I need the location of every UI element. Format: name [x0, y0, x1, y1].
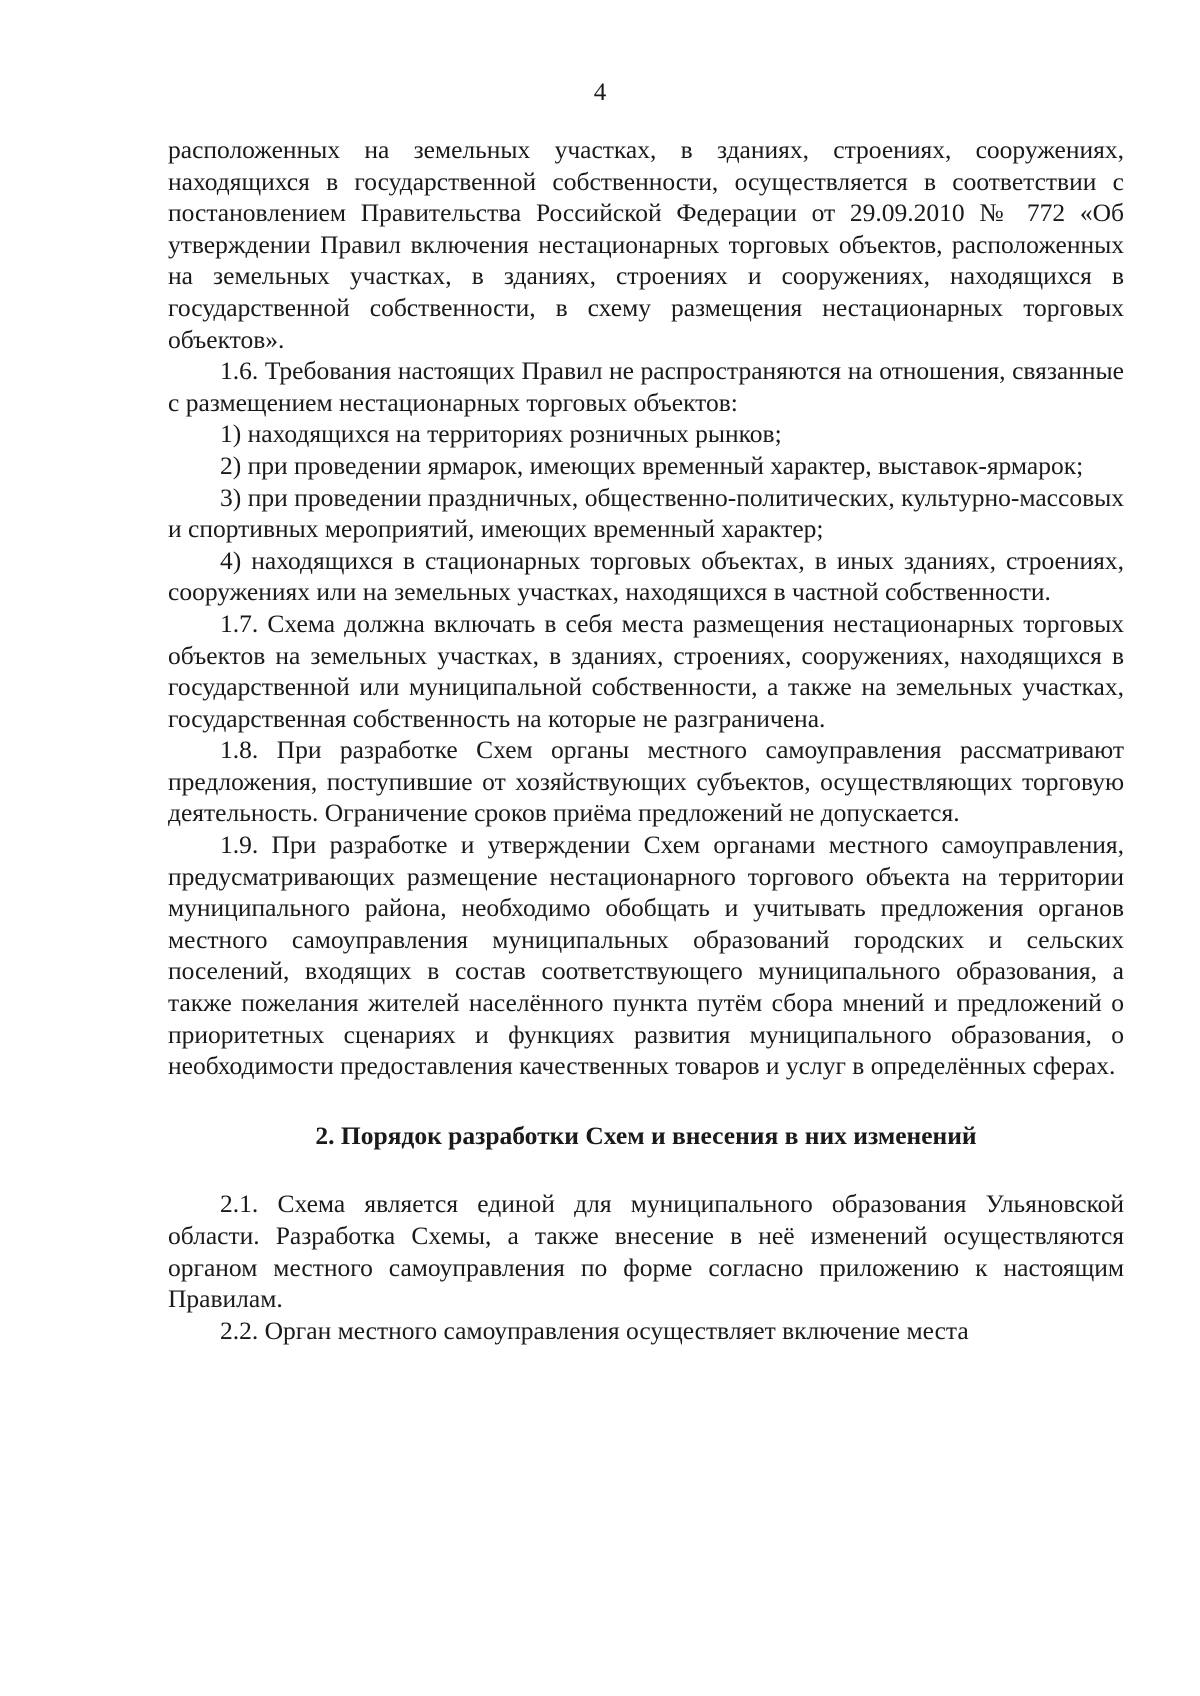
list-item-2: 2) при проведении ярмарок, имеющих временный характер, выставок-ярмарок; [220, 450, 1084, 480]
list-item-4: 4) находящихся в стационарных торговых объектах, в иных зданиях, строениях, сооружениях или на земельных участках, находящихся в частной собственности. [168, 545, 1124, 607]
section-heading: 2. Порядок разработки Схем и внесения в них изменений [315, 1120, 977, 1150]
paragraph-1-8: 1.8. При разработке Схем органы местного самоуправления рассматривают предложения, поступившие от хозяйствующих субъектов, осуществляющих торговую деятельность. Ограничение сроков приёма предложений не допускается. [168, 735, 1124, 828]
document-body [168, 134, 1124, 1346]
paragraph-1-7: 1.7. Схема должна включать в себя места размещения нестационарных торговых объектов на земельных участках, в зданиях, строениях, сооружениях, находящихся в государственной или муниципальной собственности, а также на земельных участках, государственная собственность на которые не разграничена. [168, 608, 1124, 733]
paragraph-1-6: 1.6. Требования настоящих Правил не распространяются на отношения, связанные с размещением нестационарных торговых объектов: [168, 356, 1124, 417]
list-item-3: 3) при проведении праздничных, общественно-политических, культурно-массовых и спортивных мероприятий, имеющих временный характер; [168, 482, 1124, 544]
paragraph-continuation: расположенных на земельных участках, в зданиях, строениях, сооружениях, находящихся в государственной собственности, осуществляется в соответствии с постановлением Правительства Российской Федерации от 29.09.2010 № 772 «Об утверждении Правил включения нестационарных торговых объектов, расположенных на земельных участках, в зданиях, строениях и сооружениях, находящихся в государственной собственности, в схему размещения нестационарных торговых объектов». [168, 135, 1124, 354]
page-number: 4 [593, 79, 607, 106]
paragraph-2-2: 2.2. Орган местного самоуправления осуществляет включение места [220, 1315, 969, 1345]
paragraph-2-1: 2.1. Схема является единой для муниципального образования Ульяновской области. Разработка Схемы, а также внесение в неё изменений осуществляются органом местного самоуправления по форме согласно приложению к настоящим Правилам. [168, 1189, 1124, 1314]
list-item-1: 1) находящихся на территориях розничных рынков; [220, 419, 782, 449]
paragraph-1-9: 1.9. При разработке и утверждении Схем органами местного самоуправления, предусматривающих размещение нестационарного торгового объекта на территории муниципального района, необходимо обобщать и учитывать предложения органов местного самоуправления муниципальных образований городских и сельских поселений, входящих в состав соответствующего муниципального образования, а также пожелания жителей населённого пункта путём сбора мнений и предложений о приоритетных сценариях и функциях развития муниципального образования, о необходимости предоставления качественных товаров и услуг в определённых сферах. [168, 830, 1124, 1081]
